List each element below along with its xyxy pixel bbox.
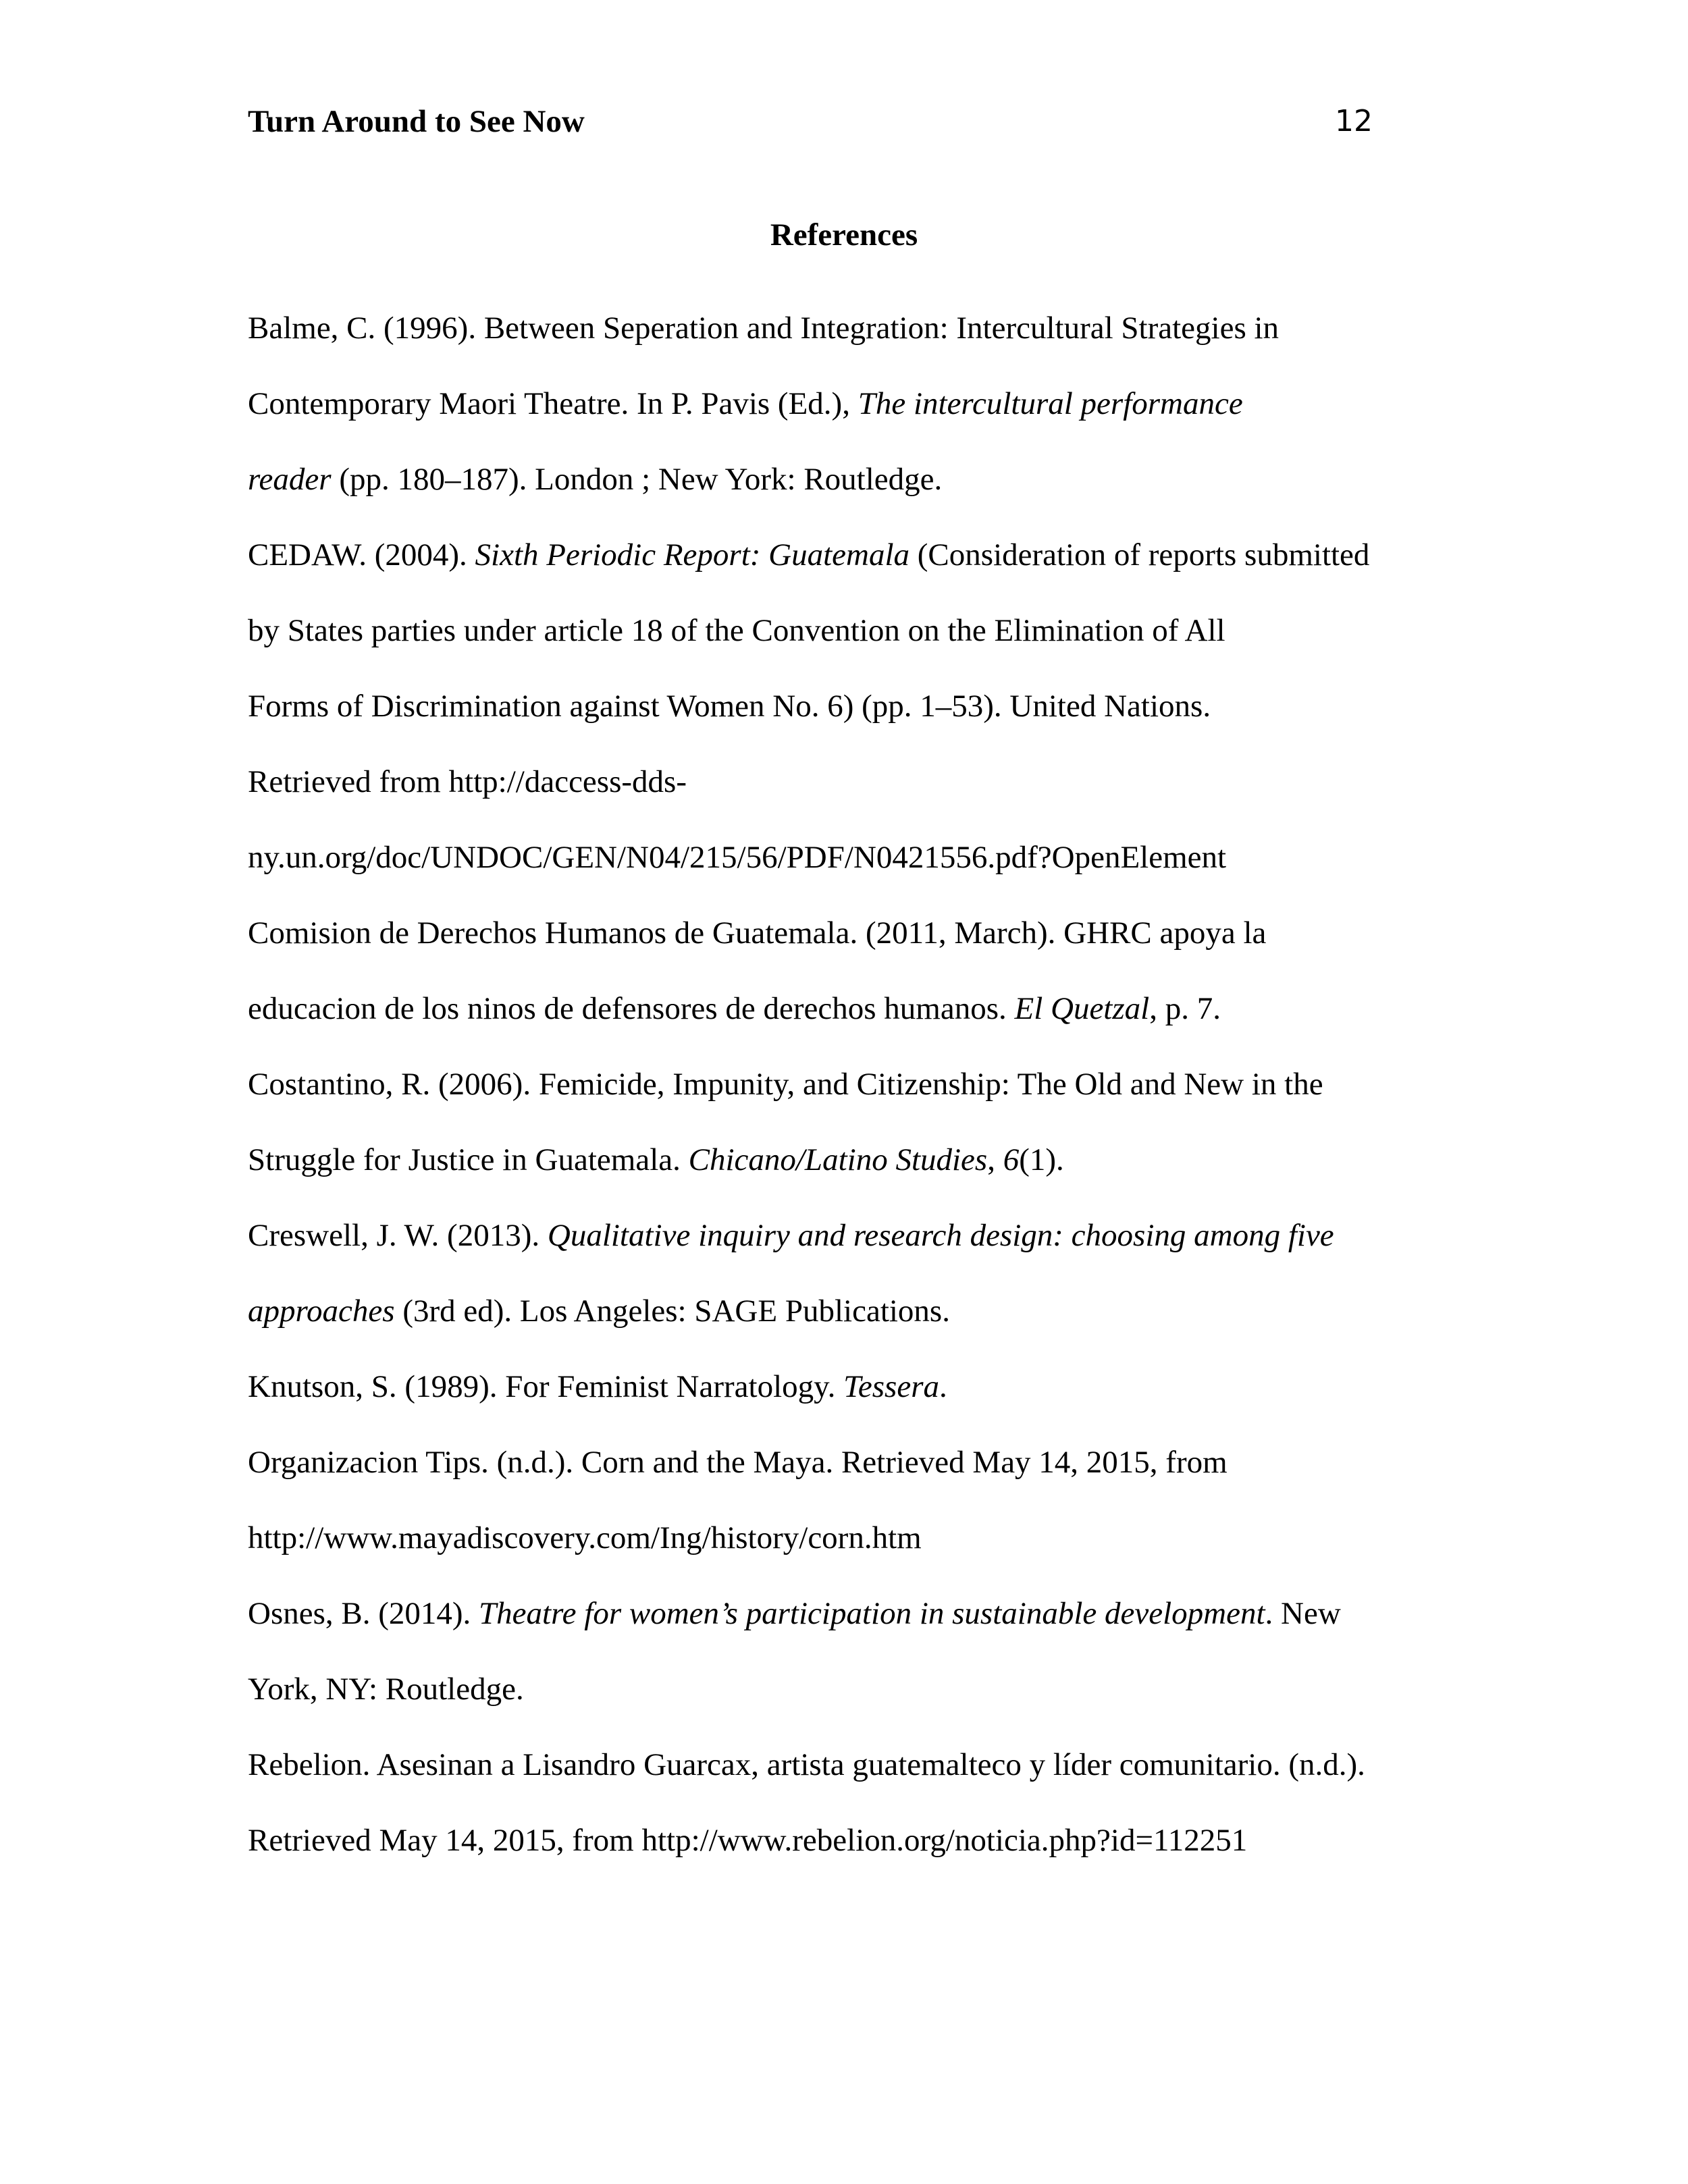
reference-entry (248, 1198, 1423, 1349)
italic-title: Theatre for women’s participation in sustainable development (479, 1596, 1265, 1631)
reference-text: , p. 7. (1149, 991, 1221, 1026)
reference-list (248, 290, 1423, 1878)
reference-text: (pp. 180–187). London ; New York: Routledge. (331, 462, 943, 497)
reference-line (248, 820, 1423, 895)
reference-line (248, 593, 1423, 668)
reference-text: Forms of Discrimination against Women No. 6) (pp. 1–53). United Nations. (248, 689, 1211, 724)
reference-line (248, 971, 1423, 1046)
reference-line (248, 442, 1423, 517)
reference-text: ny.un.org/doc/UNDOC/GEN/N04/215/56/PDF/N0421556.pdf?OpenElement (248, 840, 1227, 875)
italic-title: approaches (248, 1294, 395, 1329)
reference-text: Creswell, J. W. (2013). (248, 1218, 548, 1253)
reference-text: educacion de los ninos de defensores de derechos humanos. (248, 991, 1015, 1026)
italic-title: reader (248, 462, 332, 497)
reference-line (248, 366, 1423, 442)
reference-entry (248, 895, 1423, 1046)
reference-line (248, 1122, 1423, 1198)
reference-text: York, NY: Routledge. (248, 1672, 524, 1707)
reference-entry (248, 1727, 1423, 1878)
reference-text: Struggle for Justice in Guatemala. (248, 1142, 689, 1177)
reference-text: Organizacion Tips. (n.d.). Corn and the Maya. Retrieved May 14, 2015, from (248, 1445, 1228, 1480)
italic-title: Qualitative inquiry and research design: choosing among five (547, 1218, 1334, 1253)
reference-entry (248, 1576, 1423, 1727)
reference-line (248, 1349, 1423, 1424)
reference-text: (Consideration of reports submitted (909, 537, 1370, 572)
italic-title: Chicano/Latino Studies (688, 1142, 988, 1177)
reference-text: . (939, 1369, 947, 1404)
running-head: Turn Around to See Now (248, 104, 585, 139)
reference-line (248, 1576, 1423, 1651)
reference-text: Knutson, S. (1989). For Feminist Narratology. (248, 1369, 844, 1404)
reference-text: Rebelion. Asesinan a Lisandro Guarcax, artista guatemalteco y líder comunitario. (n.d.). (248, 1747, 1365, 1782)
reference-line (248, 1424, 1423, 1500)
references-heading: References (770, 217, 918, 252)
reference-line (248, 1273, 1423, 1349)
reference-text: , (987, 1142, 1003, 1177)
reference-entry (248, 1349, 1423, 1424)
italic-title: Sixth Periodic Report: Guatemala (475, 537, 910, 572)
reference-text: by States parties under article 18 of the Convention on the Elimination of All (248, 613, 1225, 648)
reference-text: Osnes, B. (2014). (248, 1596, 479, 1631)
reference-text: (1). (1019, 1142, 1064, 1177)
italic-title: The intercultural performance (858, 386, 1243, 421)
italic-title: 6 (1003, 1142, 1020, 1177)
reference-text: Costantino, R. (2006). Femicide, Impunity, and Citizenship: The Old and New in the (248, 1067, 1323, 1102)
italic-title: El Quetzal (1014, 991, 1150, 1026)
reference-text: Balme, C. (1996). Between Seperation and Integration: Intercultural Strategies in (248, 311, 1280, 346)
reference-entry (248, 517, 1423, 895)
reference-text: Contemporary Maori Theatre. In P. Pavis (Ed.), (248, 386, 858, 421)
reference-line (248, 1046, 1423, 1122)
reference-text: Retrieved from http://daccess-dds- (248, 764, 687, 799)
reference-line (248, 744, 1423, 820)
reference-text: Comision de Derechos Humanos de Guatemala. (2011, March). GHRC apoya la (248, 915, 1267, 951)
reference-entry (248, 290, 1423, 517)
italic-title: Tessera (843, 1369, 939, 1404)
reference-line (248, 895, 1423, 971)
reference-text: . New (1265, 1596, 1341, 1631)
reference-line (248, 1500, 1423, 1576)
reference-entry (248, 1424, 1423, 1576)
page-header (248, 101, 1373, 142)
reference-entry (248, 1046, 1423, 1198)
reference-text: http://www.mayadiscovery.com/Ing/history/corn.htm (248, 1520, 922, 1555)
reference-line (248, 1198, 1423, 1273)
reference-text: Retrieved May 14, 2015, from http://www.rebelion.org/noticia.php?id=112251 (248, 1823, 1248, 1858)
reference-line (248, 290, 1423, 366)
reference-line (248, 1803, 1423, 1878)
reference-line (248, 668, 1423, 744)
reference-line (248, 1651, 1423, 1727)
reference-text: CEDAW. (2004). (248, 537, 475, 572)
reference-line (248, 1727, 1423, 1803)
reference-text: (3rd ed). Los Angeles: SAGE Publications. (394, 1294, 950, 1329)
page-number: 12 (1335, 104, 1373, 138)
reference-line (248, 517, 1423, 593)
